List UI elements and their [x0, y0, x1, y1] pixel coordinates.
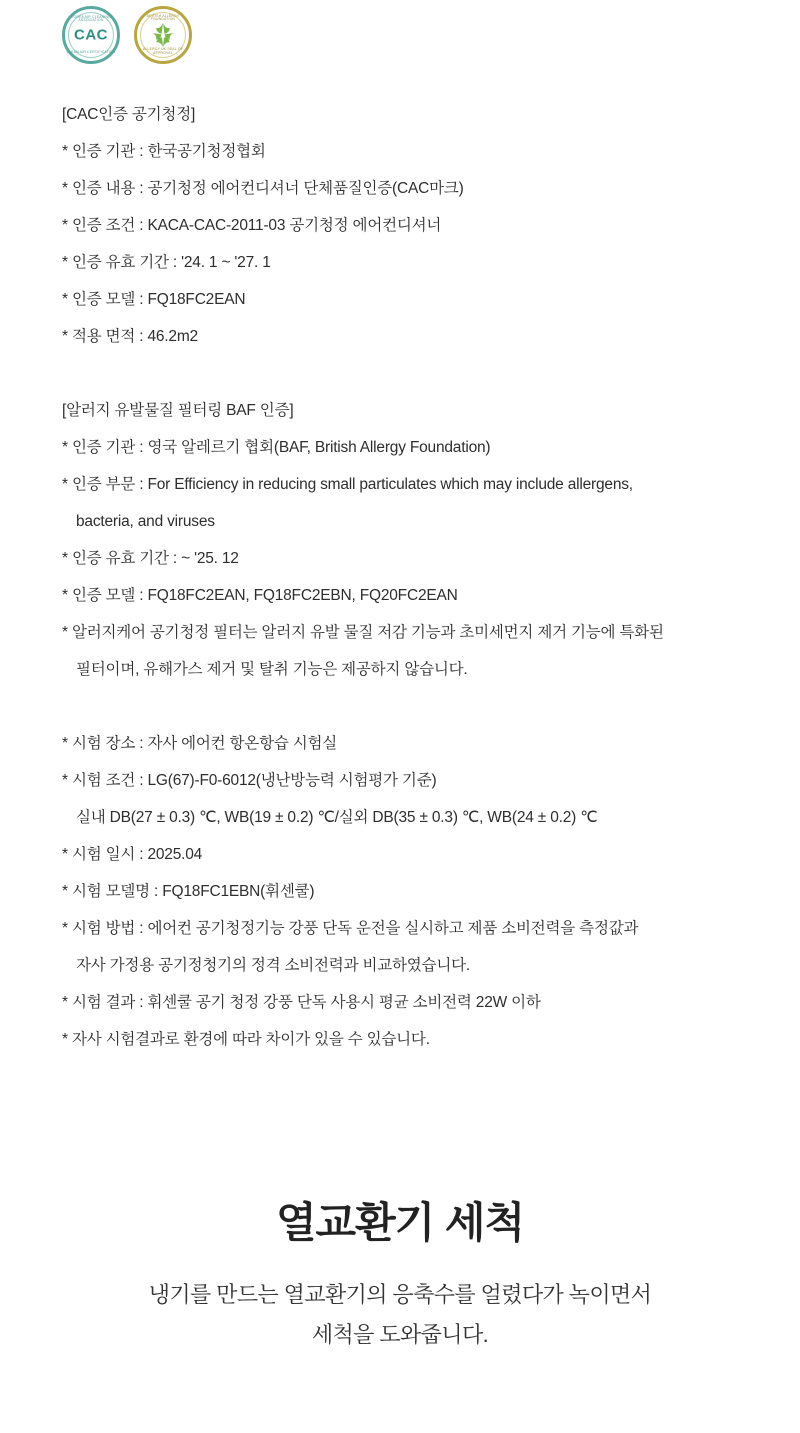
baf-block-line: * 인증 기관 : 영국 알레르기 협회(BAF, British Allergy Foundation) [62, 439, 491, 456]
cac-block-line: * 적용 면적 : 46.2m2 [62, 328, 198, 345]
test-block-line: * 시험 결과 : 휘센쿨 공기 청정 강풍 단독 사용시 평균 소비전력 22W 이하 [62, 994, 541, 1011]
test-block-line: * 시험 장소 : 자사 에어컨 항온항습 시험실 [62, 735, 338, 752]
specification-text-block [62, 96, 752, 1058]
section-title: 열교환기 세척 [275, 1199, 525, 1246]
baf-block-line-continuation: bacteria, and viruses [76, 513, 215, 530]
baf-block-line: * 인증 부문 : For Efficiency in reducing small particulates which may include allergens, [62, 476, 633, 493]
cac-badge-label: CAC [74, 26, 108, 44]
cac-block-line: * 인증 모델 : FQ18FC2EAN [62, 291, 246, 308]
cac-block-line: * 인증 내용 : 공기청정 에어컨디셔너 단체품질인증(CAC마크) [62, 180, 464, 197]
section-subtitle [0, 1275, 800, 1355]
test-block-line: * 시험 모델명 : FQ18FC1EBN(휘센쿨) [62, 883, 315, 900]
test-block-line: * 시험 방법 : 에어컨 공기청정기능 강풍 단독 운전을 실시하고 제품 소비전력을 측정값과 [62, 920, 639, 937]
section-subtitle-line: 냉기를 만드는 열교환기의 응축수를 얼렸다가 녹이면서 [148, 1281, 652, 1307]
test-block-line: * 시험 일시 : 2025.04 [62, 846, 203, 863]
leaf-icon [148, 20, 178, 50]
test-block-line: * 자사 시험결과로 환경에 따라 차이가 있을 수 있습니다. [62, 1031, 430, 1048]
baf-allergy-badge [134, 6, 192, 64]
cac-block-line: * 인증 기관 : 한국공기청정협회 [62, 143, 266, 160]
cac-badge-ring-top-text: KOREA AIR CLEANING ASSOCIATION [71, 15, 111, 23]
baf-block-line: * 인증 유효 기간 : ~ '25. 12 [62, 550, 239, 567]
block-spacer [62, 688, 752, 725]
cac-block-line: * 인증 조건 : KACA-CAC-2011-03 공기청정 에어컨디셔너 [62, 217, 442, 234]
section-subtitle-line: 세척을 도와줍니다. [311, 1321, 489, 1347]
certification-badge-group [62, 6, 192, 64]
baf-block-line: * 알러지케어 공기청정 필터는 알러지 유발 물질 저감 기능과 초미세먼지 제거 기능에 특화된 [62, 624, 664, 641]
block-spacer [62, 355, 752, 392]
cac-certification-badge [62, 6, 120, 64]
baf-badge-ring-top-text: BRITISH ALLERGY FOUNDATION [146, 14, 180, 22]
cac-block-line: * 인증 유효 기간 : '24. 1 ~ '27. 1 [62, 254, 271, 271]
heat-exchanger-cleaning-section [0, 1196, 800, 1355]
test-block-line-continuation: 자사 가정용 공기정청기의 정격 소비전력과 비교하였습니다. [76, 957, 470, 974]
baf-block-line-continuation: 필터이며, 유해가스 제거 및 탈취 기능은 제공하지 않습니다. [76, 661, 468, 678]
baf-block-line: * 인증 모델 : FQ18FC2EAN, FQ18FC2EBN, FQ20FC2EAN [62, 587, 458, 604]
test-block-line: * 시험 조건 : LG(67)-F0-6012(냉난방능력 시험평가 기준) [62, 772, 437, 789]
baf-badge-ring-bottom-text: ALLERGY UK SEAL OF APPROVAL [143, 47, 183, 55]
test-block-line-continuation: 실내 DB(27 ± 0.3) ℃, WB(19 ± 0.2) ℃/실외 DB(35 ± 0.3) ℃, WB(24 ± 0.2) ℃ [76, 809, 598, 826]
cac-badge-ring-bottom-text: CLEAN AIR CERTIFICATION [66, 49, 116, 54]
cac-block-title: [CAC인증 공기청정] [62, 106, 196, 123]
baf-block-title: [알러지 유발물질 필터링 BAF 인증] [62, 402, 294, 419]
